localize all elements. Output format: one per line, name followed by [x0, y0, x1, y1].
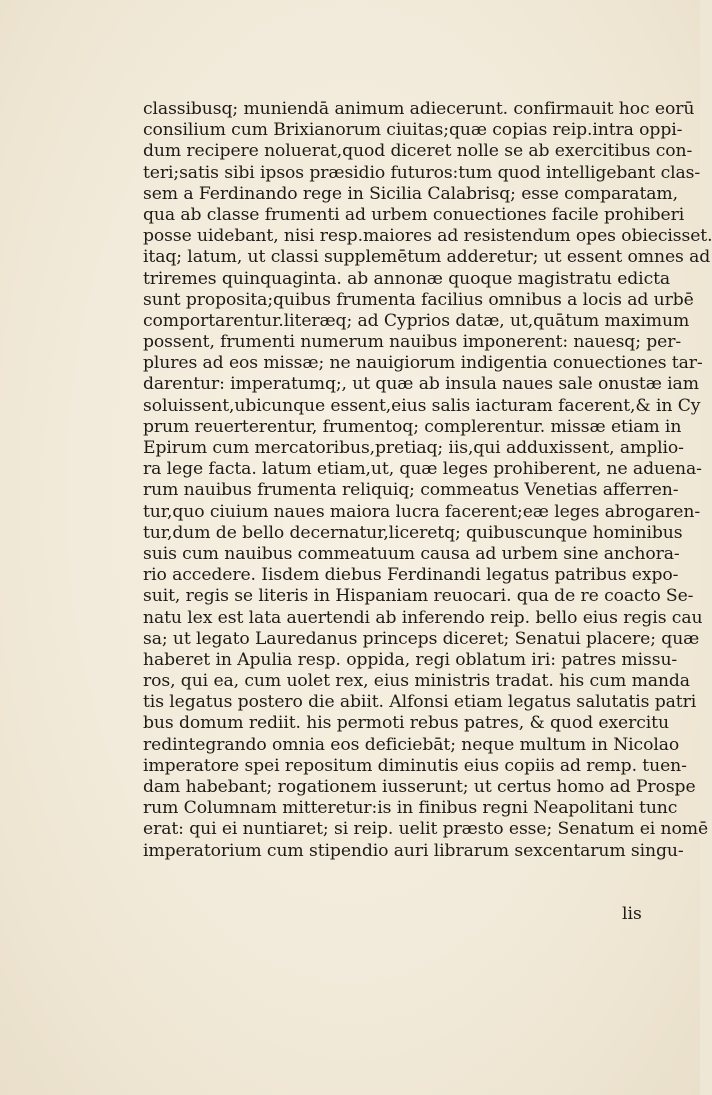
text-line: rum Columnam mitteretur:is in finibus regni Neapolitani tunc — [143, 798, 678, 819]
text-line: darentur: imperatumq;, ut quæ ab insula naues sale onustæ iam — [143, 374, 699, 395]
text-line: suis cum nauibus commeatuum causa ad urbem sine anchora- — [143, 543, 680, 564]
text-line: prum reuerterentur, frumentoq; complerentur. missæ etiam in — [143, 416, 682, 437]
text-line: sa; ut legato Lauredanus princeps diceret; Senatui placere; quæ — [143, 628, 700, 649]
text-line: dum recipere noluerat,quod diceret nolle se ab exercitibus con- — [143, 141, 693, 162]
text-line: teri;satis sibi ipsos præsidio futuros:tum quod intelligebant clas- — [143, 162, 701, 183]
text-line: dam habebant; rogationem iusserunt; ut certus homo ad Prospe — [143, 777, 696, 797]
text-line: rio accedere. Iisdem diebus Ferdinandi legatus patribus expo- — [143, 565, 679, 586]
text-line: Epirum cum mercatoribus,pretiaq; iis,qui adduxissent, amplio- — [143, 438, 684, 458]
text-line: tis legatus postero die abiit. Alfonsi etiam legatus salutatis patri — [143, 692, 697, 713]
text-line: possent, frumenti numerum nauibus imponerent: nauesq; per- — [143, 332, 682, 353]
text-line: classibusq; muniendā animum adiecerunt. confirmauit hoc eorū — [143, 99, 695, 119]
text-line: consilium cum Brixianorum ciuitas;quæ copias reip.intra oppi- — [143, 120, 683, 141]
text-line: tur,dum de bello decernatur,liceretq; quibuscunque hominibus — [143, 522, 683, 543]
text-line: plures ad eos missæ; ne nauigiorum indigentia conuectiones tar- — [143, 353, 703, 374]
text-line: itaq; latum, ut classi supplemētum adderetur; ut essent omnes ad — [143, 247, 711, 268]
text-block — [143, 99, 712, 862]
text-line: sem a Ferdinando rege in Sicilia Calabrisq; esse comparatam, — [143, 183, 678, 204]
text-line: redintegrando omnia eos deficiebāt; neque multum in Nicolao — [143, 734, 680, 755]
text-line: soluissent,ubicunque essent,eius salis iacturam facerent,& in Cy — [143, 395, 701, 416]
text-line: natu lex est lata auertendi ab inferendo reip. bello eius regis cau — [143, 607, 703, 628]
text-line: erat: qui ei nuntiaret; si reip. uelit præsto esse; Senatum ei nomē — [143, 819, 709, 840]
text-line: tur,quo ciuium naues maiora lucra facerent;eæ leges abrogaren- — [143, 501, 701, 522]
text-line: haberet in Apulia resp. oppida, regi oblatum iri: patres missu- — [143, 649, 678, 670]
text-line: sunt proposita;quibus frumenta facilius omnibus a locis ad urbē — [143, 289, 694, 310]
catchword: lis — [622, 904, 642, 924]
text-line: ra lege facta. latum etiam,ut, quæ leges prohiberent, ne aduena- — [143, 459, 702, 480]
text-line: triremes quinquaginta. ab annonæ quoque magistratu edicta — [143, 268, 671, 289]
text-line: rum nauibus frumenta reliquiq; commeatus Venetias afferren- — [143, 480, 679, 501]
text-line: imperatore spei repositum diminutis eius copiis ad remp. tuen- — [143, 755, 687, 776]
text-line: qua ab classe frumenti ad urbem conuectiones facile prohiberi — [143, 204, 685, 225]
text-line: posse uidebant, nisi resp.maiores ad resistendum opes obiecisset. — [143, 226, 712, 247]
text-line: imperatorium cum stipendio auri librarum sexcentarum singu- — [143, 840, 684, 861]
text-line: comportarentur.literæq; ad Cyprios datæ, ut,quātum maximum — [143, 310, 690, 331]
text-line: bus domum rediit. his permoti rebus patres, & quod exercitu — [143, 713, 669, 734]
text-line: suit, regis se literis in Hispaniam reuocari. qua de re coacto Se- — [143, 586, 694, 607]
text-line: ros, qui ea, cum uolet rex, eius ministris tradat. his cum manda — [143, 671, 690, 692]
